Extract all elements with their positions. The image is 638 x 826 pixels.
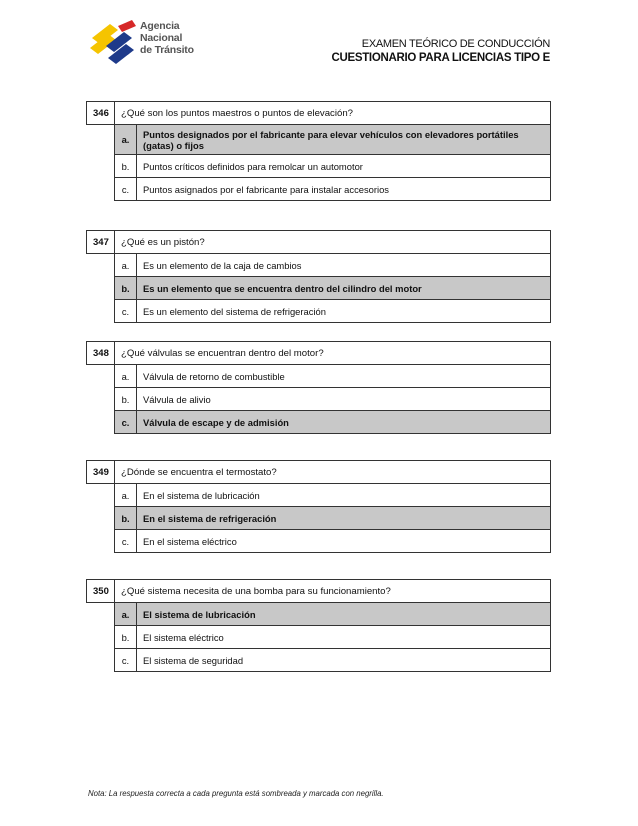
option-text: Puntos críticos definidos para remolcar un automotor bbox=[137, 155, 551, 178]
question-text: ¿Qué sistema necesita de una bomba para su funcionamiento? bbox=[115, 580, 551, 603]
option-letter: c. bbox=[115, 411, 137, 434]
option-letter: b. bbox=[115, 388, 137, 411]
agency-name bbox=[140, 20, 194, 56]
option-letter: b. bbox=[115, 277, 137, 300]
option-letter: b. bbox=[115, 507, 137, 530]
question-number: 346 bbox=[87, 102, 115, 125]
question-number: 350 bbox=[87, 580, 115, 603]
question-block bbox=[86, 101, 551, 201]
question-block bbox=[86, 460, 551, 553]
option-letter: b. bbox=[115, 155, 137, 178]
option-text: Válvula de escape y de admisión bbox=[137, 411, 551, 434]
option-letter: a. bbox=[115, 254, 137, 277]
question-number: 348 bbox=[87, 342, 115, 365]
answer-option bbox=[87, 603, 551, 626]
question-block bbox=[86, 230, 551, 323]
answer-option bbox=[87, 411, 551, 434]
question-text: ¿Qué es un pistón? bbox=[115, 231, 551, 254]
answer-option bbox=[87, 125, 551, 155]
option-text: En el sistema de lubricación bbox=[137, 484, 551, 507]
option-letter: c. bbox=[115, 178, 137, 201]
answer-option bbox=[87, 530, 551, 553]
option-letter: c. bbox=[115, 649, 137, 672]
option-text: Puntos asignados por el fabricante para instalar accesorios bbox=[137, 178, 551, 201]
agency-name-line: Nacional bbox=[140, 32, 183, 44]
option-text: Puntos designados por el fabricante para elevar vehículos con elevadores portátiles (gatas) o fijos bbox=[137, 125, 551, 155]
option-text: En el sistema eléctrico bbox=[137, 530, 551, 553]
exam-subtitle: CUESTIONARIO PARA LICENCIAS TIPO E bbox=[331, 52, 550, 64]
option-letter: a. bbox=[115, 365, 137, 388]
answer-option bbox=[87, 300, 551, 323]
option-letter: a. bbox=[115, 603, 137, 626]
question-number: 349 bbox=[87, 461, 115, 484]
answer-option bbox=[87, 484, 551, 507]
answer-option bbox=[87, 254, 551, 277]
answer-option bbox=[87, 178, 551, 201]
question-text: ¿Dónde se encuentra el termostato? bbox=[115, 461, 551, 484]
logo-mark-icon bbox=[88, 16, 140, 66]
question-block bbox=[86, 341, 551, 434]
option-text: El sistema de lubricación bbox=[137, 603, 551, 626]
option-text: Es un elemento de la caja de cambios bbox=[137, 254, 551, 277]
option-text: El sistema de seguridad bbox=[137, 649, 551, 672]
option-text: El sistema eléctrico bbox=[137, 626, 551, 649]
option-text: Es un elemento del sistema de refrigeración bbox=[137, 300, 551, 323]
answer-option bbox=[87, 626, 551, 649]
option-text: Válvula de alivio bbox=[137, 388, 551, 411]
answer-option bbox=[87, 365, 551, 388]
option-text: Válvula de retorno de combustible bbox=[137, 365, 551, 388]
agency-name-line: de Tránsito bbox=[140, 44, 194, 56]
question-text: ¿Qué son los puntos maestros o puntos de elevación? bbox=[115, 102, 551, 125]
exam-title: EXAMEN TEÓRICO DE CONDUCCIÓN bbox=[361, 38, 550, 50]
question-number: 347 bbox=[87, 231, 115, 254]
option-text: En el sistema de refrigeración bbox=[137, 507, 551, 530]
footer-note: Nota: La respuesta correcta a cada pregunta está sombreada y marcada con negrilla. bbox=[88, 789, 384, 798]
question-text: ¿Qué válvulas se encuentran dentro del motor? bbox=[115, 342, 551, 365]
option-text: Es un elemento que se encuentra dentro del cilindro del motor bbox=[137, 277, 551, 300]
answer-option bbox=[87, 507, 551, 530]
answer-option bbox=[87, 155, 551, 178]
answer-option bbox=[87, 388, 551, 411]
answer-option bbox=[87, 277, 551, 300]
option-letter: a. bbox=[115, 125, 137, 155]
agency-name-line: Agencia bbox=[140, 20, 180, 32]
option-letter: a. bbox=[115, 484, 137, 507]
document-header bbox=[331, 38, 550, 64]
option-letter: b. bbox=[115, 626, 137, 649]
option-letter: c. bbox=[115, 300, 137, 323]
question-block bbox=[86, 579, 551, 672]
answer-option bbox=[87, 649, 551, 672]
option-letter: c. bbox=[115, 530, 137, 553]
